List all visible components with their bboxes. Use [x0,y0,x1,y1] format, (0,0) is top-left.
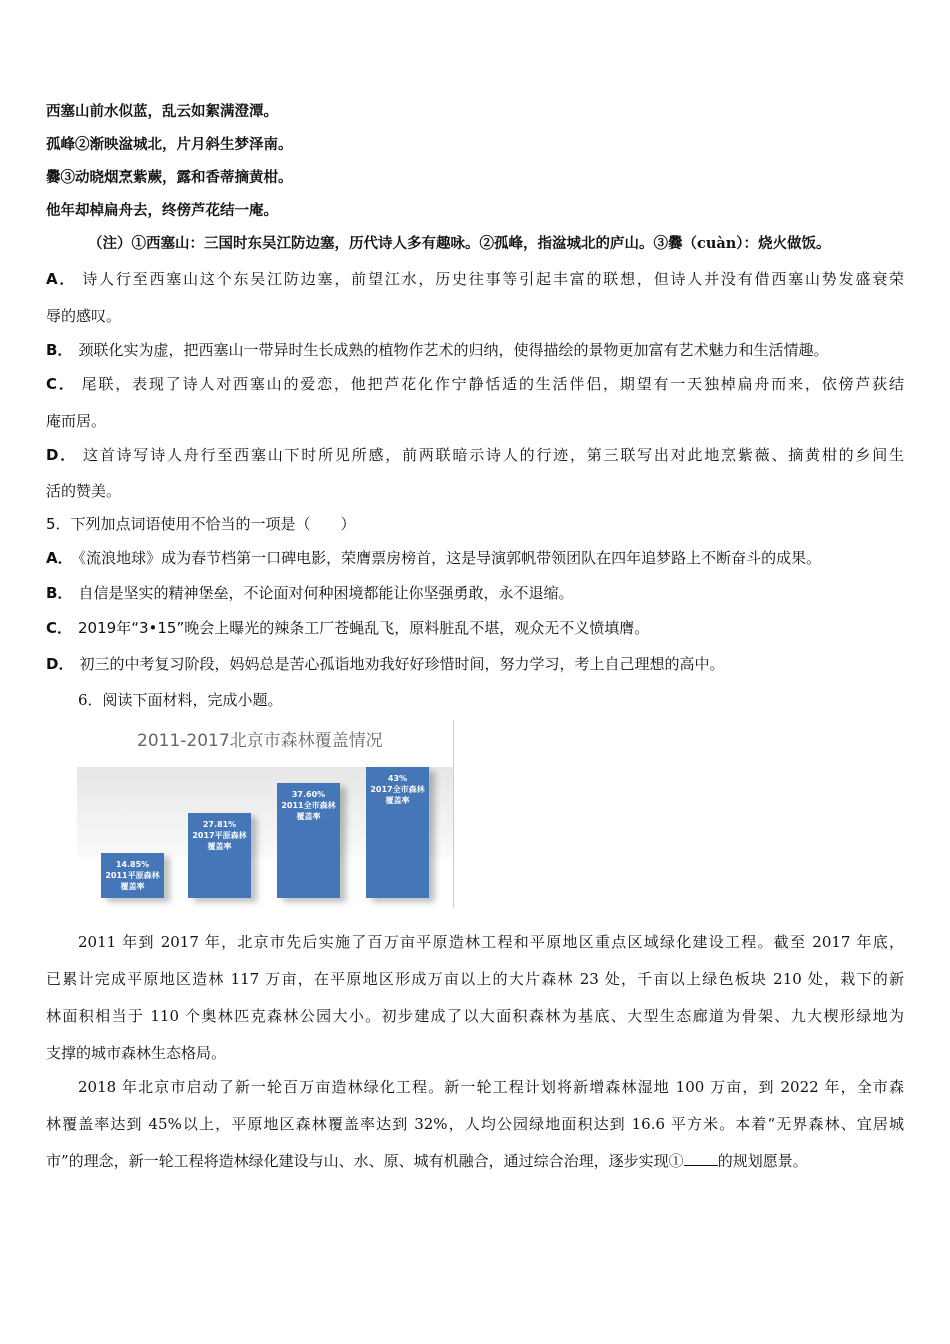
option-text: 尾联，表现了诗人对西塞山的爱恋，他把芦花化作宁静恬适的生活伴侣，期望有一天独棹扁舟而来，依傍芦荻结 [81,375,904,393]
q5-option-d [46,654,724,674]
paragraph-line: 2018 年北京市启动了新一轮百万亩造林绿化工程。新一轮工程计划将新增森林湿地 100 万亩，到 2022 年，全市森 [78,1078,904,1096]
q5-stem: 5．下列加点词语使用不恰当的一项是（ ） [46,515,356,533]
q4-option-a-cont: 辱的感叹。 [46,307,122,325]
option-label: D． [46,446,78,464]
option-label: B． [46,341,73,359]
paragraph-line: 林覆盖率达到 45%以上，平原地区森林覆盖率达到 32%，人均公园绿地面积达到 16.6 平方米。本着“无界森林、宜居城 [46,1115,904,1133]
option-label: C． [46,375,76,393]
bar-value-label: 27.81% [202,820,237,830]
option-text: 2019年“3•15”晚会上曝光的辣条工厂苍蝇乱飞，原料脏乱不堪，观众无不义愤填膺。 [78,619,650,637]
chart-bar [366,767,429,898]
poem-line: 他年却棹扁舟去，终傍芦花结一庵。 [46,202,278,219]
q5-option-a [46,548,821,568]
q4-option-b [46,340,828,360]
bar-value-label: 14.85% [115,859,150,869]
option-text: 《流浪地球》成为春节档第一口碑电影，荣膺票房榜首，这是导演郭帆带领团队在四年追梦路上不断奋斗的成果。 [78,549,822,567]
paragraph-line: 支撑的城市森林生态格局。 [46,1044,227,1062]
chart-bar [101,853,164,898]
paragraph-line [46,1151,808,1171]
bar-value-label: 43% [387,774,408,783]
chart-border [453,720,454,908]
q4-option-c-cont: 庵而居。 [46,412,107,430]
bar-category-label: 2011平原森林 [105,870,160,880]
q5-option-c [46,618,649,638]
q4-option-d-cont: 活的赞美。 [46,482,122,500]
paragraph-line: 2011 年到 2017 年，北京市先后实施了百万亩平原造林工程和平原地区重点区域绿化建设工程。截至 2017 年底， [78,933,904,951]
option-label: C． [46,619,73,637]
forest-coverage-chart [77,720,454,908]
paragraph-text: 的规划愿景。 [717,1152,808,1170]
q4-option-a [46,269,904,289]
option-text: 自信是坚实的精神堡垒，不论面对何种困境都能让你坚强勇敢，永不退缩。 [78,584,574,602]
chart-bar [277,783,340,898]
paragraph-text: 市”的理念，新一轮工程将造林绿化建设与山、水、原、城有机融合，通过综合治理，逐步实现① [46,1152,684,1170]
q4-option-d [46,445,904,465]
poem-note: （注）①西塞山：三国时东吴江防边塞，历代诗人多有趣咏。②孤峰，指湓城北的庐山。③爨（cuàn）：烧火做饭。 [88,235,831,252]
chart-title: 2011-2017北京市森林覆盖情况 [137,731,383,751]
option-text: 颈联化实为虚，把西塞山一带异时生长成熟的植物作艺术的归纳，使得描绘的景物更加富有艺术魅力和生活情趣。 [78,341,829,359]
fill-blank [684,1151,718,1166]
bar-category-label: 覆盖率 [296,812,321,822]
option-text: 这首诗写诗人舟行至西塞山下时所见所感，前两联暗示诗人的行迹，第三联写出对此地烹紫薇、摘黄柑的乡间生 [83,446,905,464]
poem-line: 西塞山前水似蓝，乱云如絮满澄潭。 [46,103,278,120]
option-label: A． [46,549,73,567]
option-text: 诗人行至西塞山这个东吴江防边塞，前望江水，历史往事等引起丰富的联想，但诗人并没有借西塞山势发盛衰荣 [82,270,904,288]
bar-category-label: 覆盖率 [120,881,145,891]
bar-category-label: 覆盖率 [207,842,232,852]
option-text: 初三的中考复习阶段，妈妈总是苦心孤诣地劝我好好珍惜时间，努力学习，考上自己理想的高中。 [79,655,725,673]
poem-line: 爨③动晓烟烹紫蕨，露和香蒂摘黄柑。 [46,169,293,186]
q4-option-c [46,374,904,394]
option-label: D． [46,655,74,673]
chart-bar [188,813,251,898]
option-label: A． [46,270,77,288]
bar-category-label: 2011全市森林 [281,801,336,811]
bar-category-label: 覆盖率 [385,796,410,805]
paragraph-line: 已累计完成平原地区造林 117 万亩，在平原地区形成万亩以上的大片森林 23 处，千亩以上绿色板块 210 处，栽下的新 [46,970,904,988]
bar-value-label: 37.60% [291,790,326,800]
q5-option-b [46,583,573,603]
poem-line: 孤峰②渐映湓城北，片月斜生梦泽南。 [46,136,293,153]
paragraph-line: 林面积相当于 110 个奥林匹克森林公园大小。初步建成了以大面积森林为基底、大型生态廊道为骨架、九大楔形绿地为 [46,1007,904,1025]
option-label: B． [46,584,73,602]
q6-stem: 6．阅读下面材料，完成小题。 [78,691,283,709]
bar-category-label: 2017全市森林 [370,785,425,794]
bar-category-label: 2017平原森林 [192,831,247,841]
